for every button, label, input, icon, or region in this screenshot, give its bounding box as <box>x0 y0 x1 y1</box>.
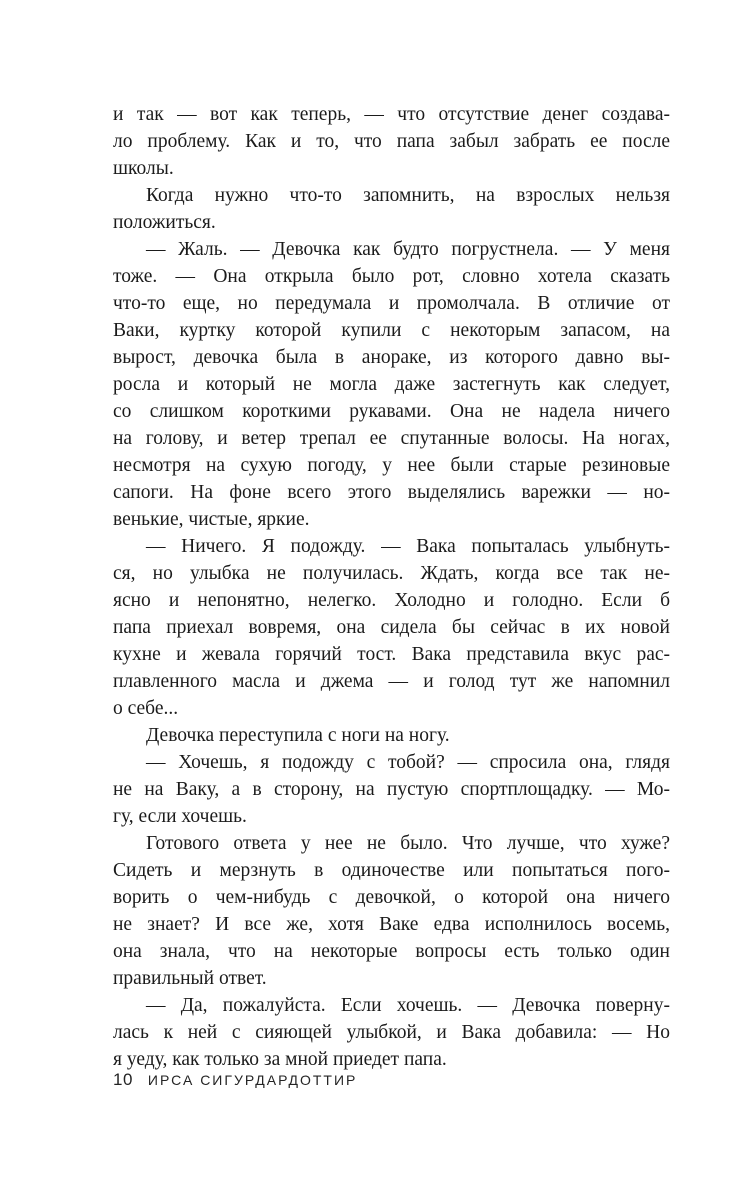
paragraph <box>113 533 670 722</box>
page-number: 10 <box>113 1070 133 1089</box>
text-line: плавленного масла и джема — и голод тут же напомнил <box>113 671 670 692</box>
text-line: Девочка переступила с ноги на ногу. <box>146 725 450 746</box>
text-line: ворить о чем-нибудь с девочкой, о которой она ничего <box>113 887 670 908</box>
text-line: ясно и непонятно, нелегко. Холодно и голодно. Если б <box>113 590 670 611</box>
text-line: — Жаль. — Девочка как будто погрустнела. — У меня <box>146 239 670 260</box>
text-line: Когда нужно что-то запомнить, на взрослых нельзя <box>146 185 670 206</box>
paragraph <box>113 722 670 749</box>
text-line: положиться. <box>113 212 216 233</box>
text-line: вырост, девочка была в анораке, из которого давно вы- <box>113 347 670 368</box>
text-line: не на Ваку, а в сторону, на пустую спортплощадку. — Мо- <box>113 779 670 800</box>
text-line: Сидеть и мерзнуть в одиночестве или попытаться пого- <box>113 860 670 881</box>
text-line: Ваки, куртку которой купили с некоторым запасом, на <box>113 320 670 341</box>
text-line: о себе... <box>113 698 179 719</box>
text-line: ся, но улыбка не получилась. Ждать, когда все так не- <box>113 563 670 584</box>
text-line: я уеду, как только за мной приедет папа. <box>113 1049 447 1070</box>
paragraph <box>113 992 670 1073</box>
text-line: она знала, что на некоторые вопросы есть только один <box>113 941 670 962</box>
text-line: ло проблему. Как и то, что папа забыл забрать ее после <box>113 131 670 152</box>
page-text <box>113 101 670 1073</box>
paragraph <box>113 101 670 182</box>
text-line: венькие, чистые, яркие. <box>113 509 310 530</box>
text-line: — Да, пожалуйста. Если хочешь. — Девочка поверну- <box>146 995 670 1016</box>
text-line: кухне и жевала горячий тост. Вака представила вкус рас- <box>113 644 670 665</box>
text-line: Готового ответа у нее не было. Что лучше, что хуже? <box>146 833 670 854</box>
text-line: сапоги. На фоне всего этого выделялись варежки — но- <box>113 482 670 503</box>
paragraph <box>113 182 670 236</box>
text-line: — Хочешь, я подожду с тобой? — спросила она, глядя <box>146 752 670 773</box>
text-line: росла и который не могла даже застегнуть как следует, <box>113 374 670 395</box>
text-line: и так — вот как теперь, — что отсутствие денег создава- <box>113 104 670 125</box>
text-line: тоже. — Она открыла было рот, словно хотела сказать <box>113 266 670 287</box>
text-line: папа приехал вовремя, она сидела бы сейчас в их новой <box>113 617 670 638</box>
text-line: гу, если хочешь. <box>113 806 247 827</box>
text-line: что-то еще, но передумала и промолчала. В отличие от <box>113 293 670 314</box>
text-line: школы. <box>113 158 174 179</box>
page-footer <box>113 1070 357 1090</box>
text-line: на голову, и ветер трепал ее спутанные волосы. На ногах, <box>113 428 670 449</box>
running-title: ИРСА СИГУРДАРДОТТИР <box>147 1072 358 1088</box>
paragraph <box>113 830 670 992</box>
paragraph <box>113 236 670 533</box>
text-line: несмотря на сухую погоду, у нее были старые резиновые <box>113 455 670 476</box>
text-line: лась к ней с сияющей улыбкой, и Вака добавила: — Но <box>113 1022 670 1043</box>
paragraph <box>113 749 670 830</box>
text-line: со слишком короткими рукавами. Она не надела ничего <box>113 401 670 422</box>
text-line: правильный ответ. <box>113 968 267 989</box>
text-line: не знает? И все же, хотя Ваке едва исполнилось восемь, <box>113 914 670 935</box>
text-line: — Ничего. Я подожду. — Вака попыталась улыбнуть- <box>146 536 670 557</box>
